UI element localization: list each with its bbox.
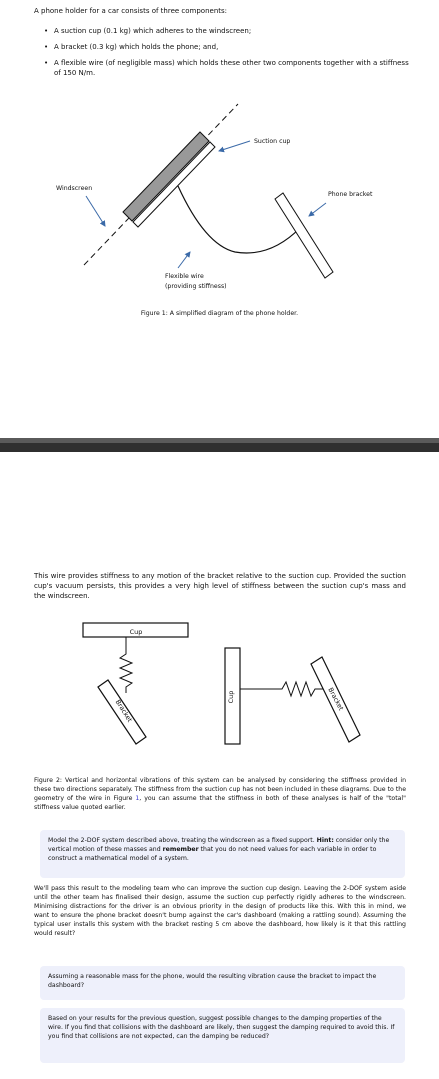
- phone-bracket-shape: [275, 193, 333, 278]
- spring-vertical: [120, 637, 132, 693]
- page-divider-bottom: [0, 443, 439, 452]
- bracket-label-left: Bracket: [113, 698, 134, 724]
- label-suction-cup: Suction cup: [254, 138, 291, 145]
- figure2-caption: Figure 2: Vertical and horizontal vibrations of this system can be analysed by considering the stiffness provided in these two directions separately. The stiffness from the suction cup has not been included in these diagrams. Due to the geometry of the wire in Figure 1, you can assume that the stiffness in both of these analyses is half of the "total" stiffness value quoted earlier.: [34, 777, 406, 811]
- suction-cup-shape: [123, 132, 209, 221]
- bracket-label-right: Bracket: [326, 686, 346, 712]
- windscreen-arrow: [86, 196, 105, 226]
- figure1-caption: Figure 1: A simplified diagram of the phone holder.: [140, 310, 299, 317]
- label-windscreen: Windscreen: [56, 185, 93, 192]
- label-wire-stiffness: (providing stiffness): [165, 283, 227, 290]
- cup-label-left: Cup: [129, 628, 143, 636]
- cup-label-right: Cup: [227, 690, 235, 704]
- paragraph-rattling: We'll pass this result to the modeling team who can improve the suction cup design. Leaving the 2-DOF system aside until the other team has finalised their design, assume the suction cup perfectly rigidly adheres to the windscreen. Minimising distractions for the driver is an obvious priority in the design of products like this. With this in mind, we want to ensure the phone bracket doesn't bump against the car's dashboard (making a rattling sound). Assuming the typical user installs this system with the bracket resting 5 cm above the dashboard, how likely is it that this rattling would result?: [34, 885, 406, 937]
- list-item: • A suction cup (0.1 kg) which adheres to the windscreen;: [34, 26, 409, 36]
- question-box-phone-mass: Assuming a reasonable mass for the phone, would the resulting vibration cause the bracket to impact the dashboard?: [40, 966, 405, 1000]
- question-box-damping: Based on your results for the previous question, suggest possible changes to the damping properties of the wire. If you find that collisions with the dashboard are likely, then suggest the damping required to avoid this. If you find that collisions are not expected, can the damping be reduced?: [40, 1008, 405, 1063]
- question-box-model: Model the 2-DOF system described above, treating the windscreen as a fixed support. Hint: consider only the vertical motion of these masses and remember that you do not need values for each variable in order to construct a mathematical model of a system.: [40, 830, 405, 878]
- suction-plate-shape: [133, 142, 215, 227]
- wire-arrow: [178, 252, 190, 268]
- suction-arrow: [219, 141, 250, 151]
- paragraph-stiffness: This wire provides stiffness to any motion of the bracket relative to the suction cup. Provided the suction cup's vacuum persists, this provides a very high level of stiffness between the suction cup's mass and the windscreen.: [34, 572, 406, 600]
- label-flexible-wire: Flexible wire: [165, 273, 204, 280]
- list-item: • A flexible wire (of negligible mass) which holds these other two components together with a stiffness of 150 N/m.: [34, 58, 409, 78]
- label-phone-bracket: Phone bracket: [328, 191, 373, 198]
- component-list: [34, 26, 409, 84]
- figure1-ref-link[interactable]: 1: [135, 795, 140, 802]
- spring-horizontal: [240, 682, 330, 696]
- figure2-diagram: [0, 620, 439, 750]
- intro-text: A phone holder for a car consists of three components:: [34, 7, 228, 15]
- figure1-diagram: [0, 95, 439, 305]
- bracket-arrow: [309, 203, 326, 216]
- list-item: • A bracket (0.3 kg) which holds the phone; and,: [34, 42, 409, 52]
